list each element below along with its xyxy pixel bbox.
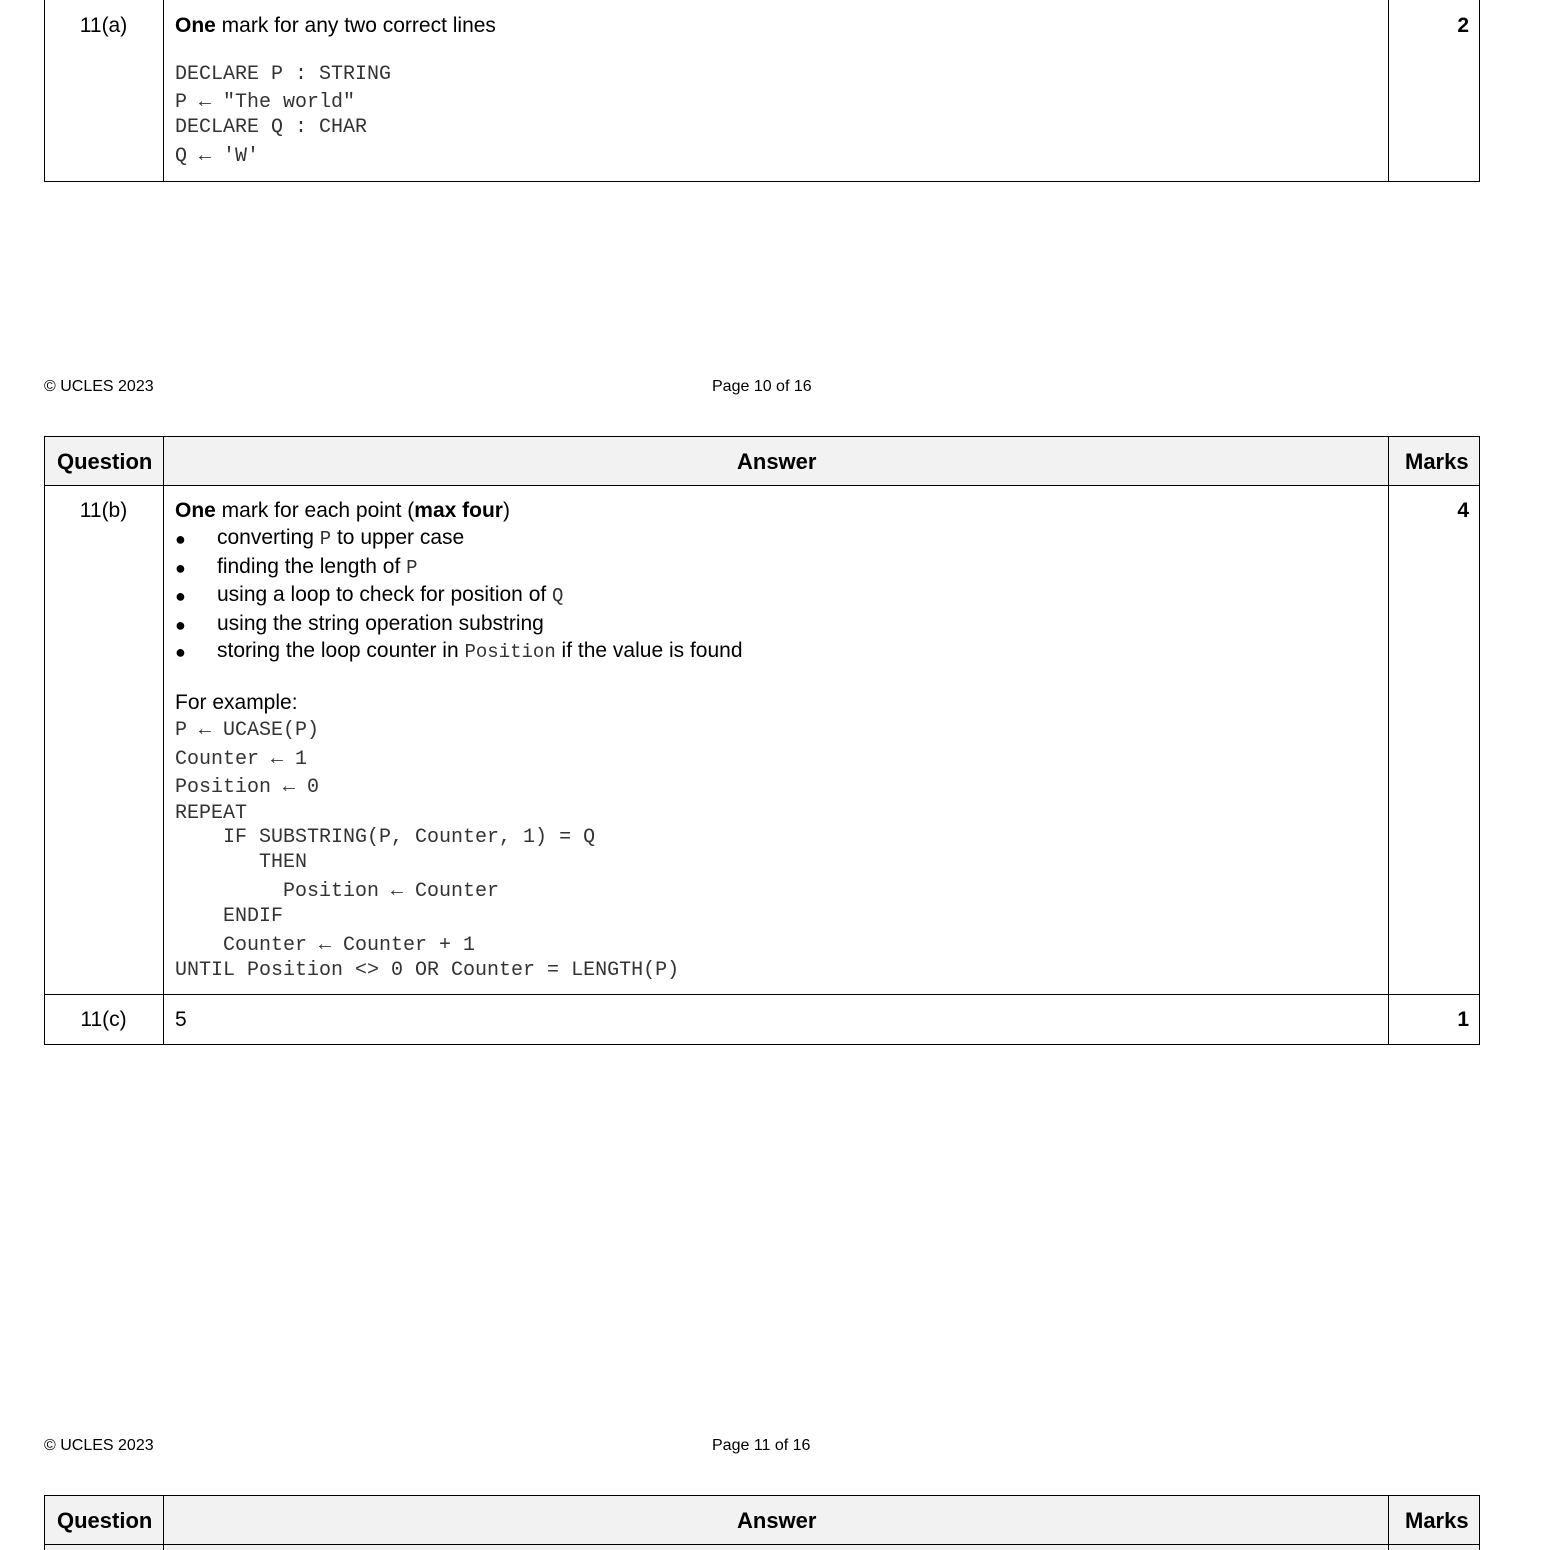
header-marks: Marks [1405, 449, 1469, 474]
example-label: For example: [175, 691, 298, 714]
list-item: using a loop to check for position of Q [217, 583, 564, 607]
code-line: P ← "The world" [175, 91, 356, 114]
header-question: Question [57, 449, 153, 474]
code-line: UNTIL Position <> 0 OR Counter = LENGTH(P) [175, 959, 680, 982]
question-number: 11(a) [79, 14, 128, 37]
code-line: P ← UCASE(P) [175, 719, 320, 742]
bullet-icon: ● [175, 642, 186, 662]
question-number: 11(b) [79, 499, 128, 522]
list-item: storing the loop counter in Position if the value is found [217, 639, 743, 663]
code-line: Counter ← 1 [175, 748, 308, 771]
code-line: IF SUBSTRING(P, Counter, 1) = Q [175, 826, 596, 849]
header-marks: Marks [1405, 1508, 1469, 1533]
footer-copyright: © UCLES 2023 [44, 1437, 154, 1454]
bullet-icon: ● [175, 586, 186, 606]
code-line: Counter ← Counter + 1 [175, 934, 476, 957]
list-item: converting P to upper case [217, 526, 465, 550]
footer-page-number: Page 10 of 16 [712, 378, 812, 395]
list-item: finding the length of P [217, 555, 418, 579]
question-number: 11(c) [80, 1008, 127, 1031]
marks-value: 4 [1457, 499, 1469, 522]
marks-value: 2 [1457, 14, 1469, 37]
code-line: Position ← Counter [175, 880, 500, 903]
bullet-icon: ● [175, 558, 186, 578]
code-line: Q ← 'W' [175, 145, 260, 168]
code-line: ENDIF [175, 905, 284, 928]
answer-lead: One mark for each point (max four) [175, 499, 510, 522]
bullet-icon: ● [175, 529, 186, 549]
footer-page-number: Page 11 of 16 [712, 1437, 811, 1454]
header-answer: Answer [737, 1508, 817, 1533]
code-line: DECLARE Q : CHAR [175, 116, 368, 139]
code-line: Position ← 0 [175, 776, 320, 799]
marks-value: 1 [1457, 1008, 1469, 1031]
code-line: THEN [175, 851, 308, 874]
bullet-icon: ● [175, 615, 186, 635]
header-question: Question [57, 1508, 153, 1533]
code-line: DECLARE P : STRING [175, 63, 392, 86]
code-line: REPEAT [175, 802, 248, 825]
list-item: using the string operation substring [217, 612, 544, 635]
answer-lead: One mark for any two correct lines [175, 14, 496, 37]
footer-copyright: © UCLES 2023 [44, 378, 154, 395]
header-answer: Answer [737, 449, 817, 474]
answer-value: 5 [175, 1008, 187, 1031]
